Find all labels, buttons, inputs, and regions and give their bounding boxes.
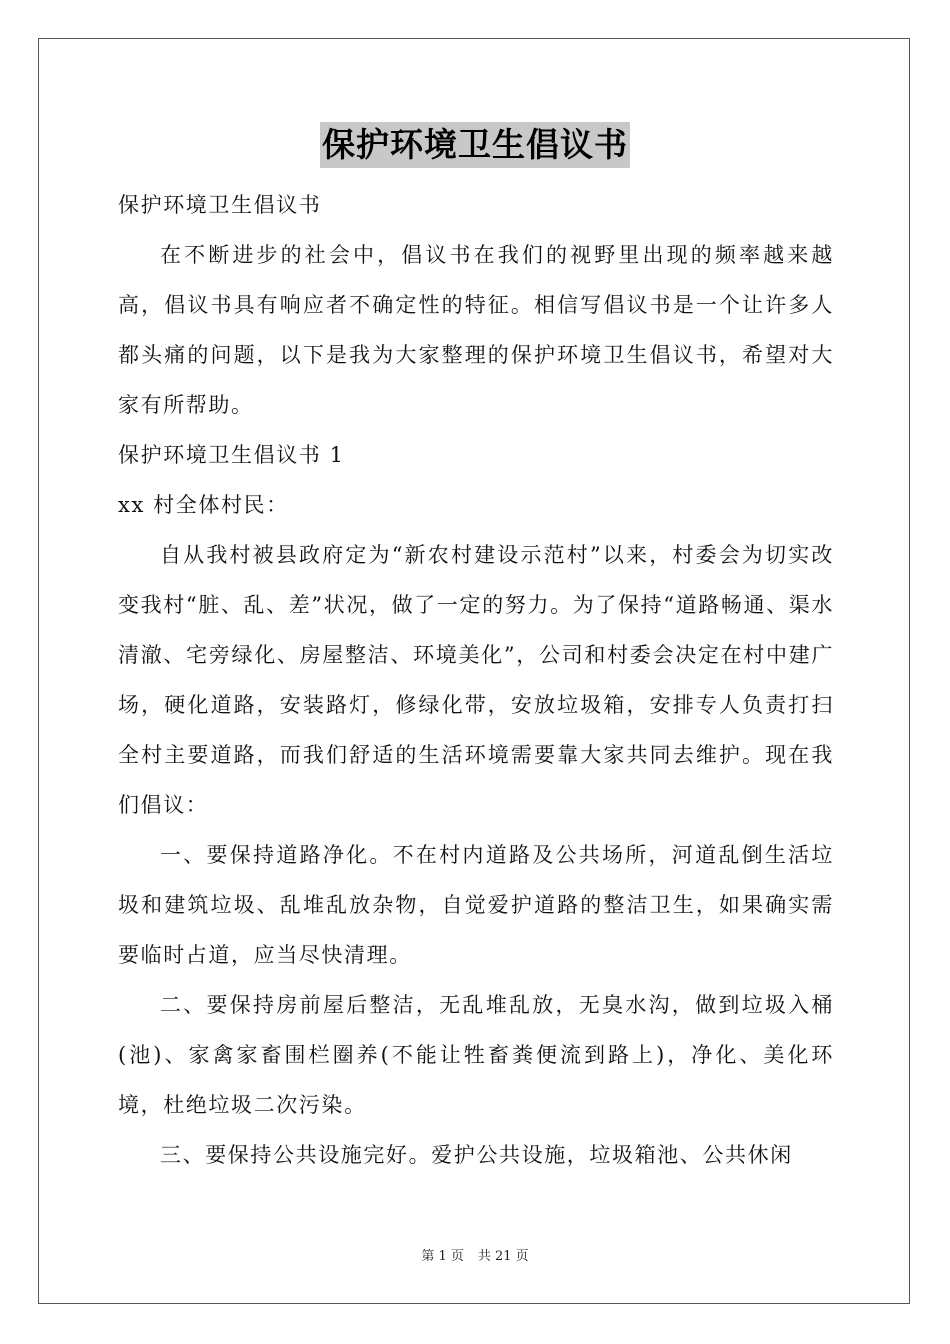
paragraph: 自从我村被县政府定为“新农村建设示范村”以来，村委会为切实改变我村“脏、乱、差”状况，做了一定的努力。为了保持“道路畅通、渠水清澈、宅旁绿化、房屋整洁、环境美化”，公司和村委会决定在村中建广场，硬化道路，安装路灯，修绿化带，安放垃圾箱，安排专人负责打扫全村主要道路，而我们舒适的生活环境需要靠大家共同去维护。现在我们倡议：	[118, 543, 834, 817]
paragraph: 二、要保持房前屋后整洁，无乱堆乱放，无臭水沟，做到垃圾入桶(池)、家禽家畜围栏圈养(不能让牲畜粪便流到路上)，净化、美化环境，杜绝垃圾二次污染。	[118, 993, 834, 1117]
paragraph: 保护环境卫生倡议书 1	[118, 443, 345, 467]
paragraph: xx 村全体村民：	[118, 493, 289, 517]
page-number: 第 1 页	[421, 1249, 464, 1264]
total-pages: 共 21 页	[477, 1249, 529, 1264]
paragraph: 在不断进步的社会中，倡议书在我们的视野里出现的频率越来越高，倡议书具有响应者不确定性的特征。相信写倡议书是一个让许多人都头痛的问题，以下是我为大家整理的保护环境卫生倡议书，希望对大家有所帮助。	[118, 243, 834, 417]
paragraph: 三、要保持公共设施完好。爱护公共设施，垃圾箱池、公共休闲	[160, 1143, 793, 1167]
paragraph: 一、要保持道路净化。不在村内道路及公共场所，河道乱倒生活垃圾和建筑垃圾、乱堆乱放杂物，自觉爱护道路的整洁卫生，如果确实需要临时占道，应当尽快清理。	[118, 843, 834, 967]
document-title: 保护环境卫生倡议书	[320, 122, 630, 168]
document-body	[118, 180, 834, 1180]
page-footer	[0, 1248, 950, 1266]
title-container	[0, 122, 950, 168]
paragraph: 保护环境卫生倡议书	[118, 193, 322, 217]
